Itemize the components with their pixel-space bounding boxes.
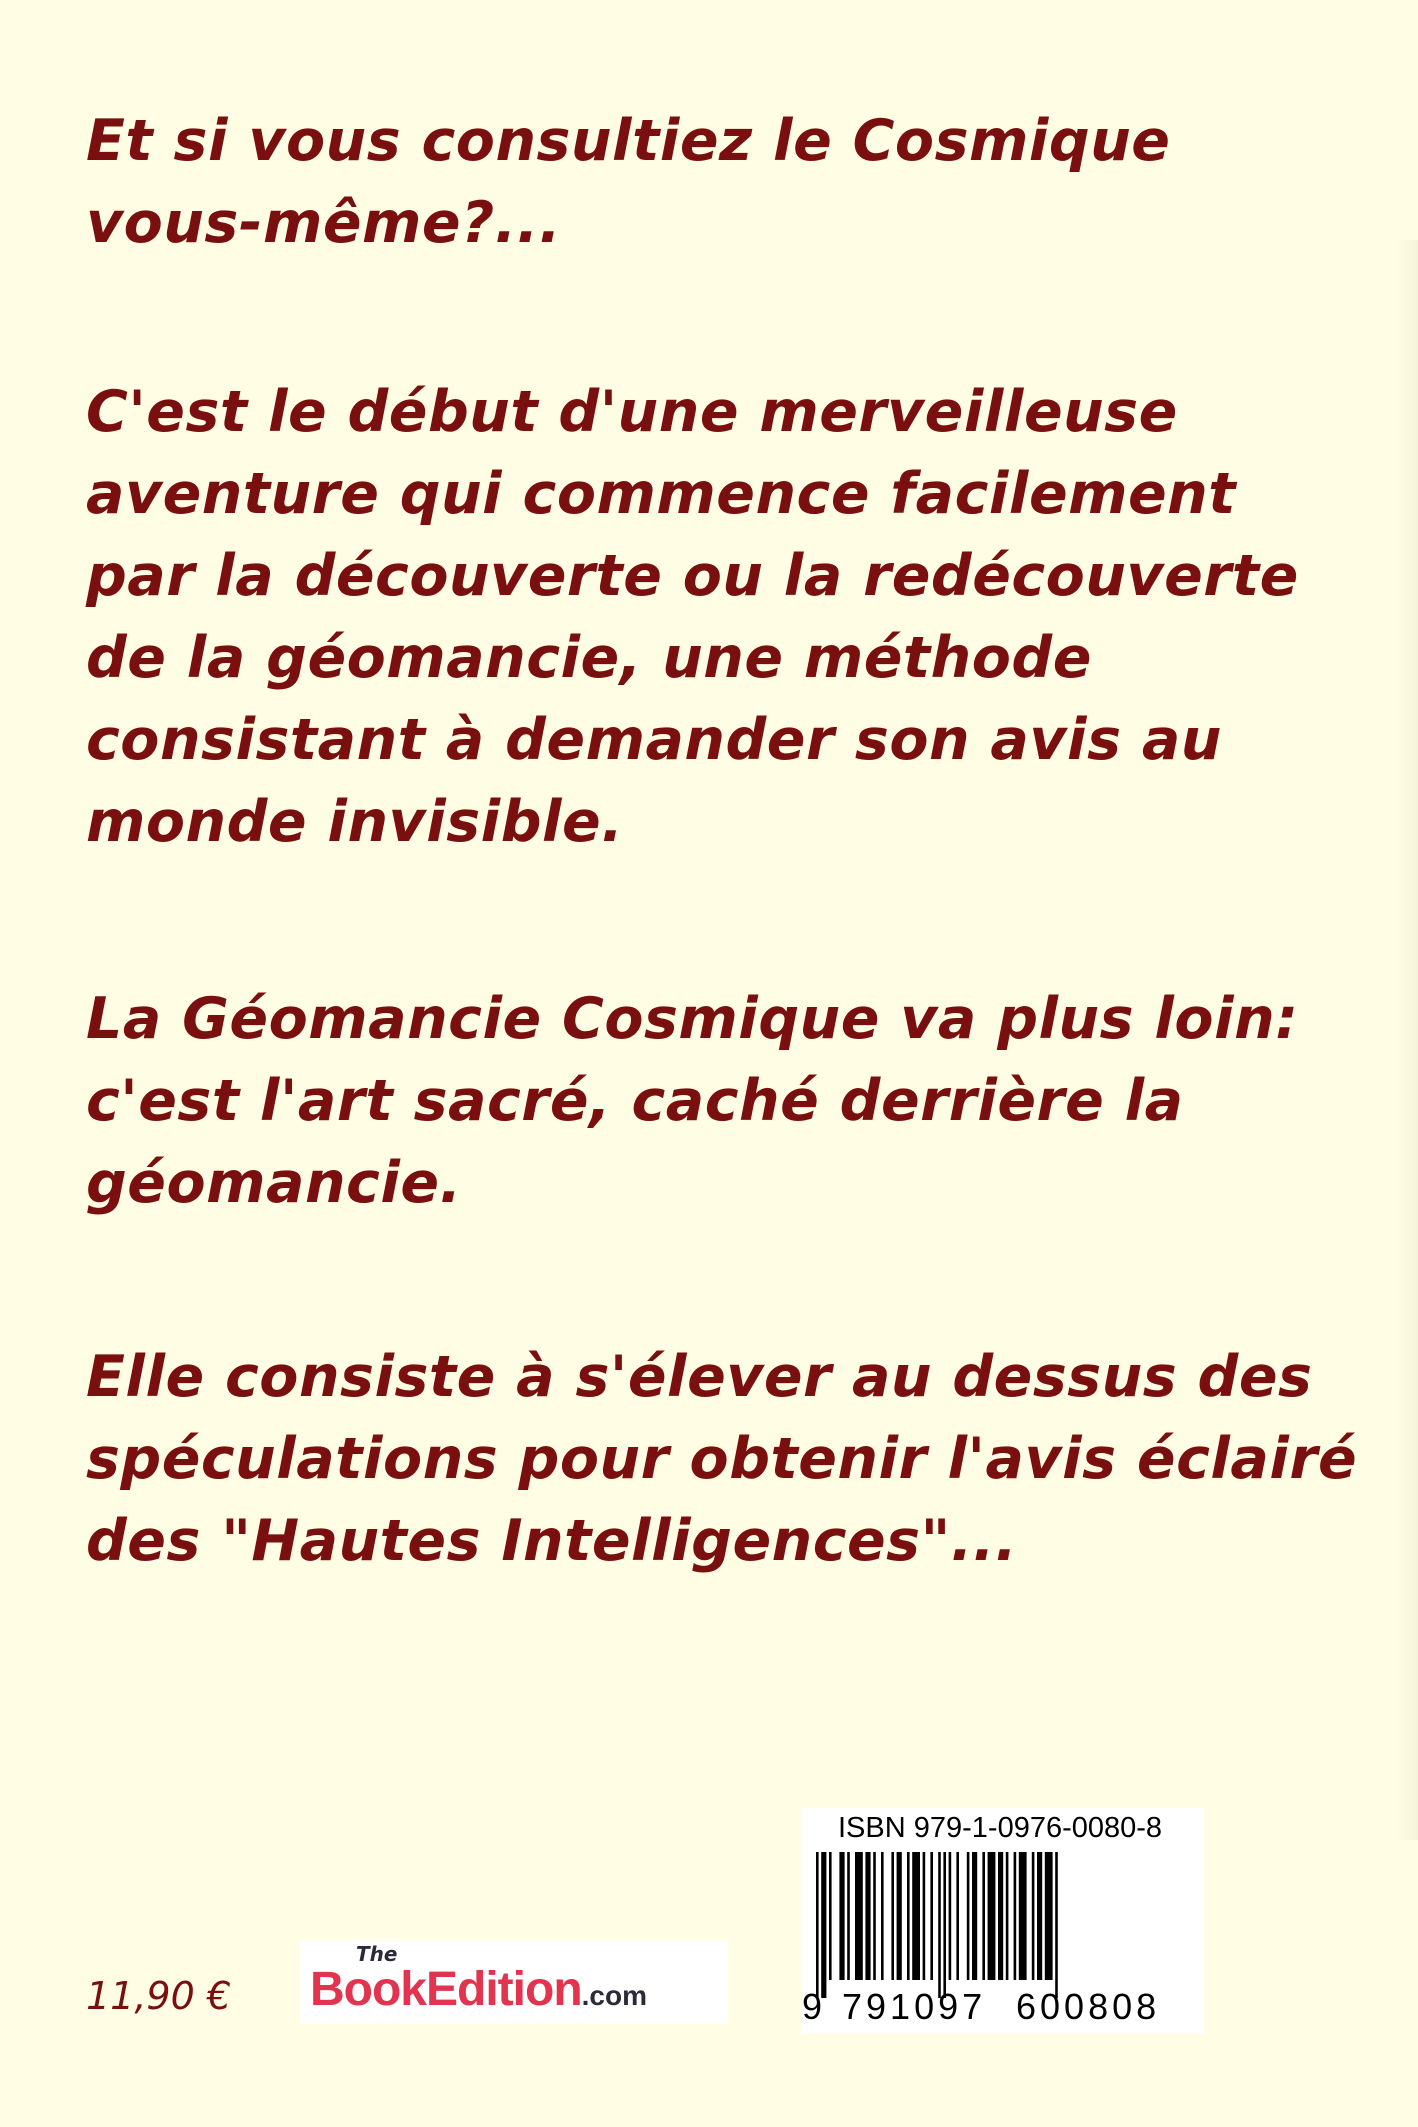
barcode-bar	[847, 1852, 850, 1980]
barcode-bar	[988, 1852, 996, 1980]
logo-the-text: The	[356, 1942, 398, 1966]
barcode-bar	[897, 1852, 902, 1980]
isbn-label: ISBN 979-1-0976-0080-8	[838, 1812, 1163, 1844]
barcode-bars	[808, 1852, 1198, 2002]
barcode-bar	[907, 1852, 910, 1980]
barcode-bar	[839, 1852, 844, 1980]
barcode-bar	[998, 1852, 1003, 1980]
barcode-bar	[855, 1852, 863, 1980]
barcode-bar	[821, 1852, 826, 1998]
barcode-bar	[1014, 1852, 1017, 1980]
barcode-bar	[873, 1852, 876, 1980]
barcode-bar	[829, 1852, 832, 1980]
barcode-bar	[949, 1852, 952, 1980]
barcode-bar	[1032, 1852, 1035, 1980]
barcode-bar	[943, 1852, 946, 1998]
logo-wordmark	[310, 1962, 647, 2017]
barcode-bar	[816, 1852, 819, 1998]
barcode-bar	[1019, 1852, 1027, 1980]
barcode-bar	[1006, 1852, 1009, 1980]
barcode-bar	[938, 1852, 941, 1998]
page-edge-shadow	[1396, 240, 1418, 1840]
logo-suffix: .com	[581, 1980, 647, 2011]
logo-name: BookEdition	[310, 1963, 582, 2016]
barcode-bar	[912, 1852, 920, 1980]
barcode-digits-right: 600808	[1016, 1986, 1161, 2027]
price-label: 11,90 €	[86, 1974, 232, 2018]
description-paragraph: C'est le début d'une merveilleuse aventure qui commence facilement par la découverte ou la redécouverte de la géomancie, une méthode consistant à demander son avis au monde invisible.	[86, 379, 1299, 855]
barcode-bar	[923, 1852, 926, 1980]
barcode-bar	[1045, 1852, 1053, 1980]
barcode-bar	[972, 1852, 977, 1980]
intro-question: Et si vous consultiez le Cosmique vous-même?...	[86, 108, 1171, 256]
barcode-bar	[881, 1852, 884, 1980]
barcode-bar	[930, 1852, 933, 1980]
geomancy-paragraph: La Géomancie Cosmique va plus loin: c'est l'art sacré, caché derrière la géomancie.	[86, 986, 1299, 1216]
barcode-bar	[1037, 1852, 1042, 1980]
barcode-bar	[891, 1852, 894, 1980]
barcode-bar	[967, 1852, 970, 1980]
barcode-digit-lead: 9	[802, 1986, 823, 2027]
barcode-bar	[956, 1852, 959, 1980]
barcode-bar	[1055, 1852, 1058, 1998]
isbn-barcode	[802, 1808, 1204, 2034]
barcode-digits-left: 791097	[842, 1986, 987, 2027]
barcode-bar	[865, 1852, 870, 1980]
publisher-logo	[300, 1940, 728, 2024]
barcode-bar	[982, 1852, 985, 1980]
closing-paragraph: Elle consiste à s'élever au dessus des spéculations pour obtenir l'avis éclairé des "Hautes Intelligences"...	[86, 1344, 1358, 1574]
